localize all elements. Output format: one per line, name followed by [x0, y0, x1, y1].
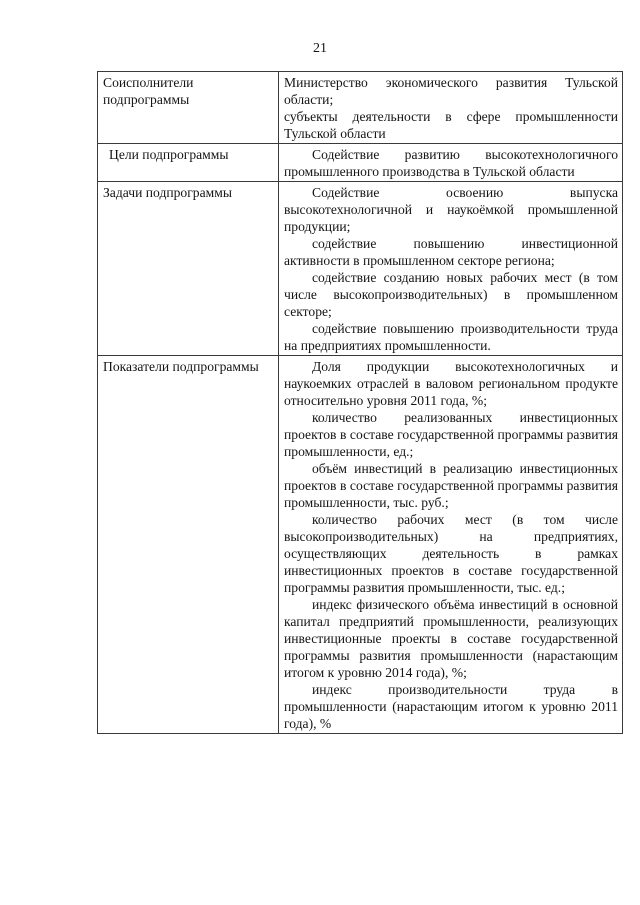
- row-content-cell: [279, 182, 623, 356]
- subprogram-passport-table: [97, 71, 623, 734]
- table-row-co-executors: [98, 72, 623, 144]
- row-label-indicators: Показатели подпрограммы: [103, 359, 259, 374]
- paragraph: содействие повышению инвестиционной активности в промышленном секторе региона;: [284, 236, 618, 268]
- page-number: 21: [313, 41, 327, 56]
- row-label-goals: Цели подпрограммы: [109, 147, 229, 162]
- paragraph: содействие созданию новых рабочих мест (в том числе высокопроизводительных) в промышленном секторе;: [284, 270, 618, 319]
- row-label-cell: [98, 144, 279, 182]
- row-label-tasks: Задачи подпрограммы: [103, 185, 232, 200]
- paragraph: объём инвестиций в реализацию инвестиционных проектов в составе государственной программы развития промышленности, тыс. руб.;: [284, 461, 618, 510]
- paragraph: содействие повышению производительности труда на предприятиях промышленности.: [284, 321, 618, 353]
- paragraph: Доля продукции высокотехнологичных и наукоемких отраслей в валовом региональном продукте относительно уровня 2011 года, %;: [284, 359, 618, 408]
- row-label-cell: [98, 72, 279, 144]
- row-label-cell: [98, 182, 279, 356]
- row-label-cell: [98, 356, 279, 734]
- table-row-indicators: [98, 356, 623, 734]
- paragraph: количество реализованных инвестиционных проектов в составе государственной программы развития промышленности, ед.;: [284, 410, 618, 459]
- row-label-co-executors: Соисполнители подпрограммы: [103, 75, 194, 107]
- table-row-tasks: [98, 182, 623, 356]
- paragraph: индекс производительности труда в промышленности (нарастающим итогом к уровню 2011 года), %: [284, 682, 618, 731]
- paragraph: индекс физического объёма инвестиций в основной капитал предприятий промышленности, реализующих инвестиционные проекты в составе государственной программы развития промышленности (нарастающим итогом к уровню 2014 года), %;: [284, 597, 618, 680]
- paragraph: количество рабочих мест (в том числе высокопроизводительных) на предприятиях, осуществляющих деятельность в рамках инвестиционных проектов в составе государственной программы развития промышленности, тыс. ед.;: [284, 512, 618, 595]
- paragraph: Содействие освоению выпуска высокотехнологичной и наукоёмкой промышленной продукции;: [284, 185, 618, 234]
- table-row-goals: [98, 144, 623, 182]
- row-content-cell: [279, 356, 623, 734]
- row-content-cell: [279, 72, 623, 144]
- row-content-cell: [279, 144, 623, 182]
- paragraph: Министерство экономического развития Тульской области;: [284, 75, 618, 107]
- paragraph: субъекты деятельности в сфере промышленности Тульской области: [284, 109, 618, 141]
- paragraph: Содействие развитию высокотехнологичного промышленного производства в Тульской области: [284, 147, 618, 179]
